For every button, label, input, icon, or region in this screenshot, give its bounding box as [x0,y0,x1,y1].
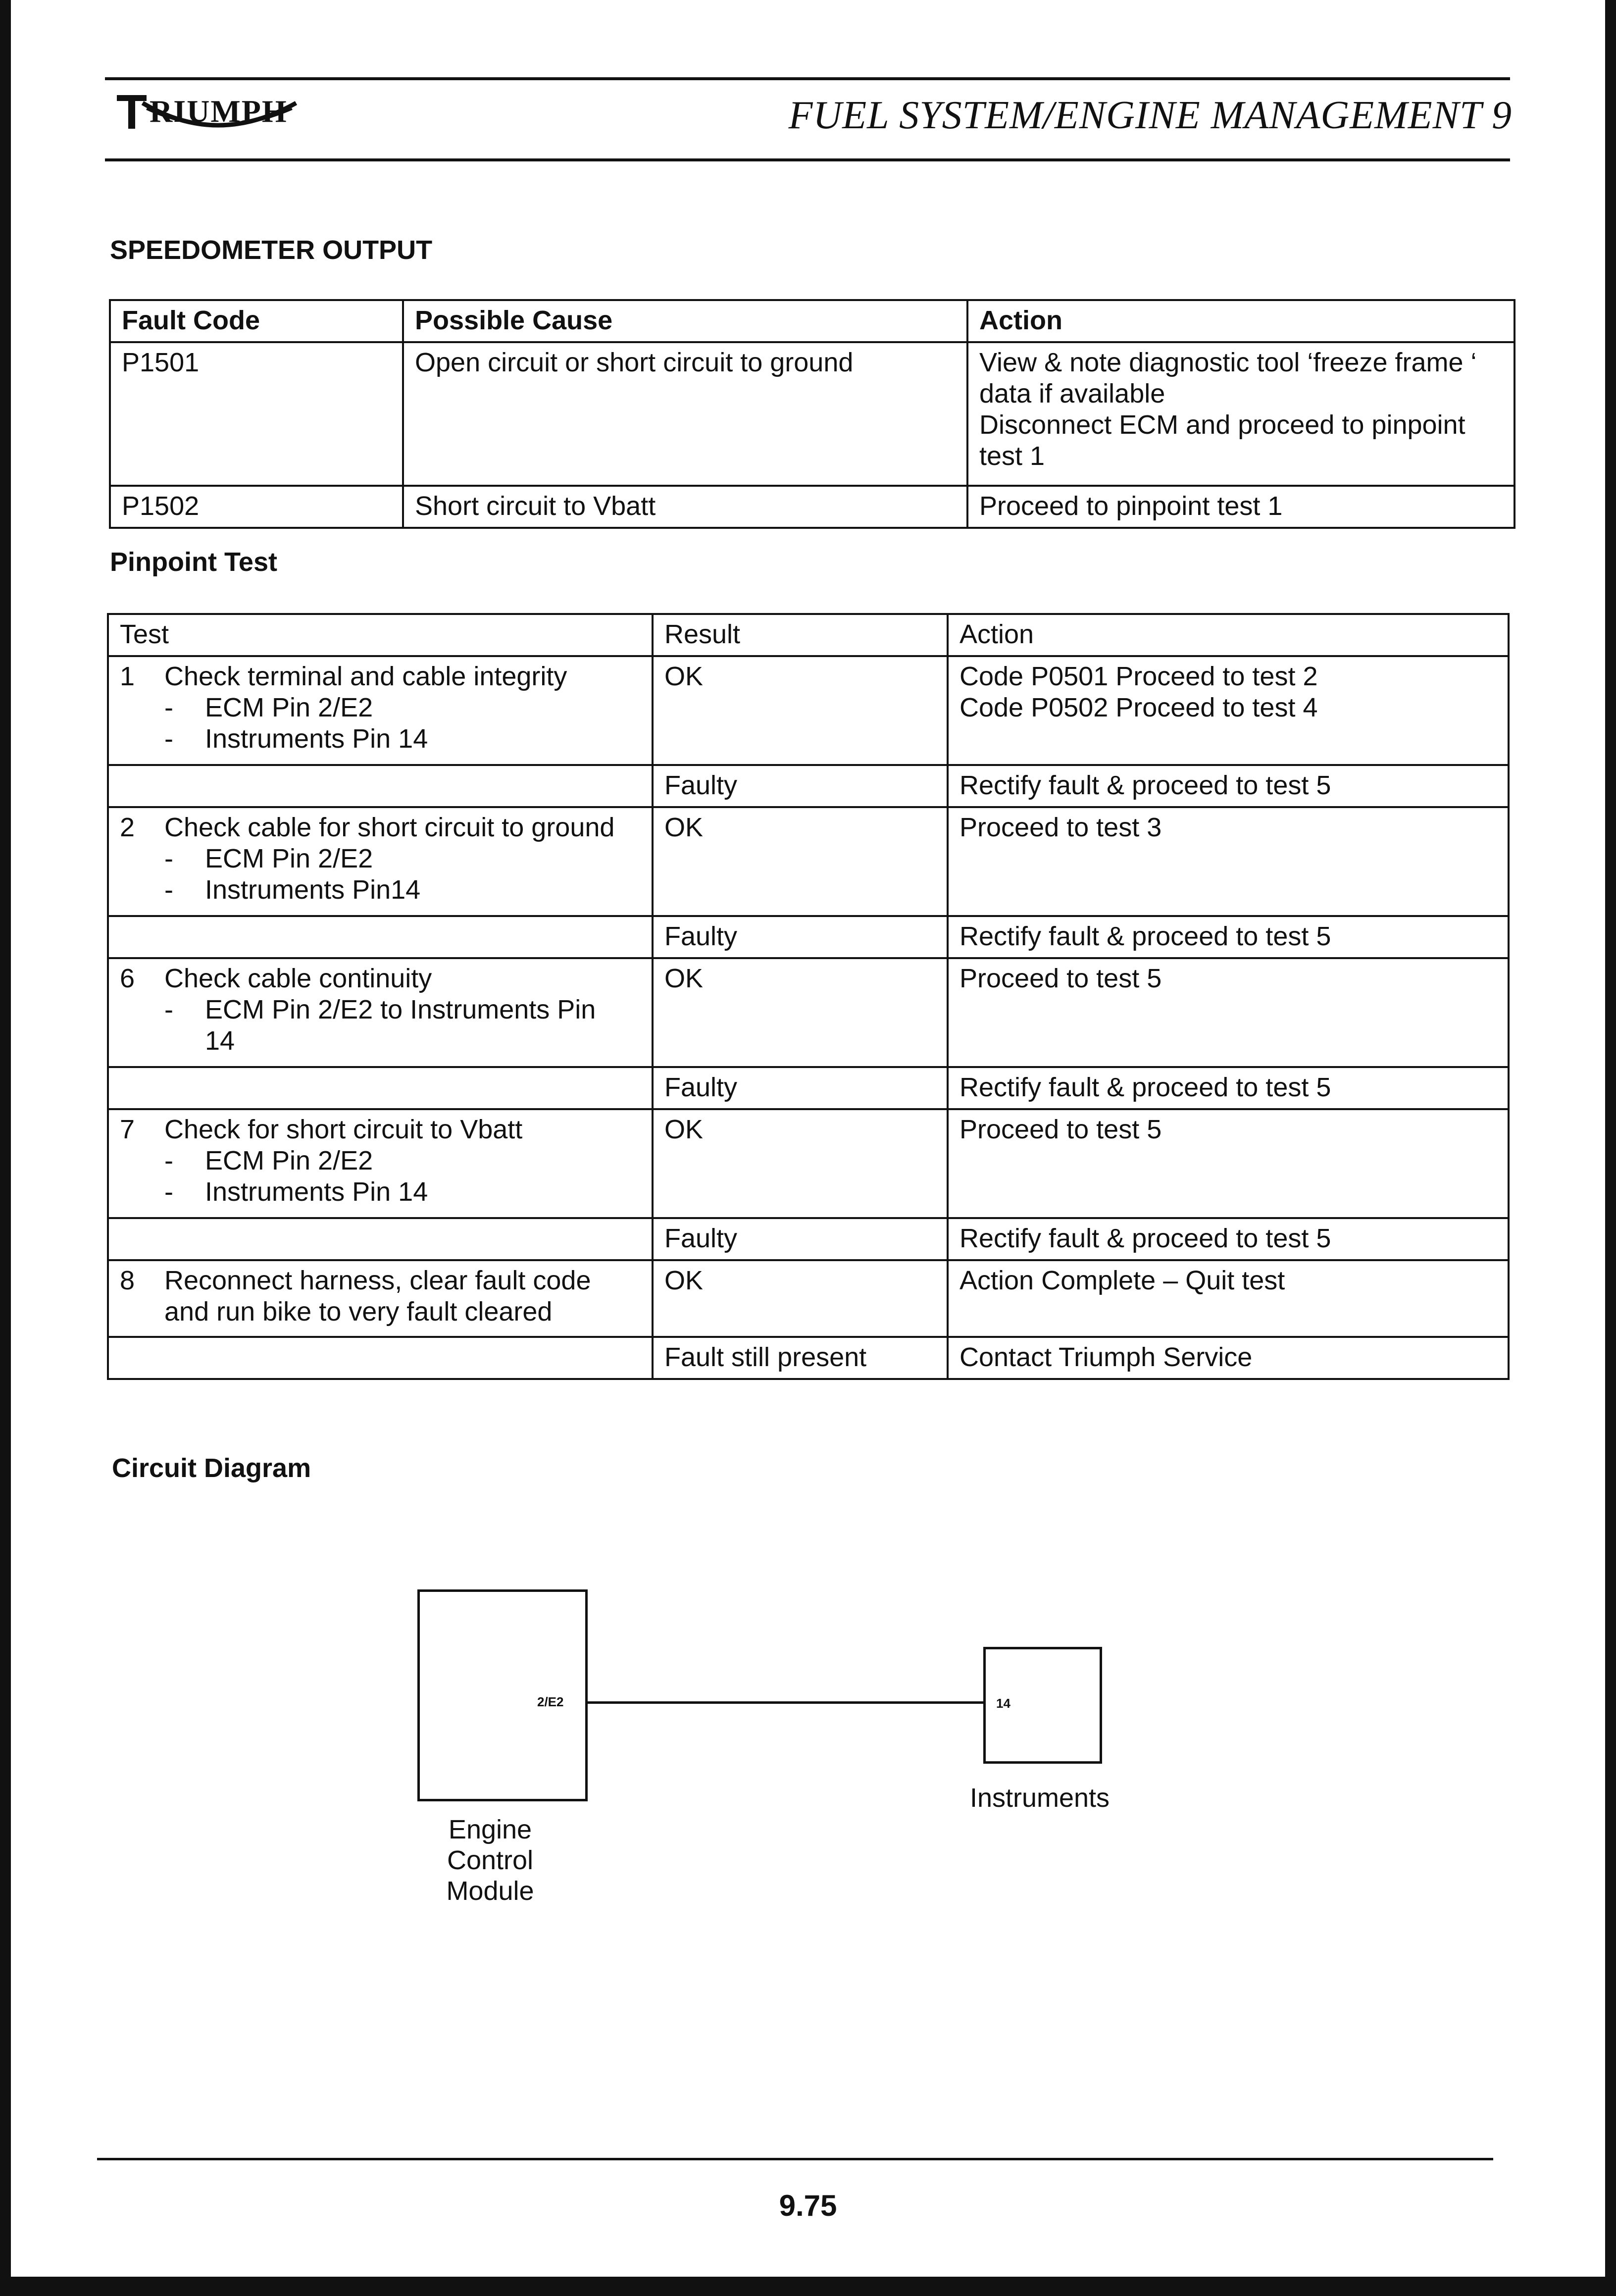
fault-code: P1502 [110,486,403,528]
circuit-diagram-heading: Circuit Diagram [112,1453,311,1483]
test-number: 8 [120,1266,135,1295]
fault-action [967,486,1515,528]
test-result-faulty: Faulty [653,916,948,958]
test-fail-spacer [108,765,653,807]
triumph-logo-mark [108,83,326,143]
ecm-label-line: Engine [448,1815,532,1844]
footer-rule [97,2158,1493,2160]
column-header-result: Result [653,614,948,656]
test-action-faulty: Rectify fault & proceed to test 5 [948,916,1509,958]
fault-row [110,486,1515,528]
test-check-item: ECM Pin 2/E2 [205,693,373,722]
test-check-item: ECM Pin 2/E2 to Instruments Pin 14 [205,995,596,1056]
test-check-item: Instruments Pin14 [205,875,421,905]
test-description [108,1260,653,1337]
test-action-faulty: Rectify fault & proceed to test 5 [948,765,1509,807]
test-result-faulty: Fault still present [653,1337,948,1379]
test-fail-spacer [108,1067,653,1109]
ecm-label-line: Control [447,1845,534,1875]
fault-cause: Open circuit or short circuit to ground [403,342,967,486]
fault-action [967,342,1515,486]
instruments-label: Instruments [969,1783,1110,1813]
test-result-faulty: Faulty [653,1067,948,1109]
test-action-faulty: Rectify fault & proceed to test 5 [948,1067,1509,1109]
instruments-pin-label: 14 [996,1696,1010,1711]
page-border-right [1605,0,1616,2296]
test-result-faulty: Faulty [653,1218,948,1260]
test-check-item: Instruments Pin 14 [205,1177,428,1207]
fault-table-header-row [110,300,1515,342]
fault-action-line: Disconnect ECM and proceed to pinpoint [979,410,1465,440]
test-number: 7 [120,1115,135,1144]
test-check-item: ECM Pin 2/E2 [205,844,373,873]
pinpoint-test-table [107,613,1510,1380]
test-fail-row [108,1067,1509,1109]
fault-row [110,342,1515,486]
test-step-text: Check for short circuit to Vbatt [164,1115,523,1144]
test-number: 2 [120,813,135,842]
logo-wordmark: RIUMPH [150,94,288,129]
test-result-faulty: Faulty [653,765,948,807]
fault-action-line: View & note diagnostic tool ‘freeze frame ‘ [979,348,1477,377]
fault-cause: Short circuit to Vbatt [403,486,967,528]
test-step-text: Reconnect harness, clear fault code [164,1266,591,1295]
page-border-left [0,0,11,2296]
test-result-ok: OK [653,807,948,916]
test-action-faulty: Contact Triumph Service [948,1337,1509,1379]
test-action-faulty: Rectify fault & proceed to test 5 [948,1218,1509,1260]
test-action-line: Action Complete – Quit test [960,1266,1285,1295]
fault-action-line: data if available [979,379,1165,408]
test-step-text: and run bike to very fault cleared [164,1297,553,1327]
page-border-bottom [0,2277,1616,2296]
test-fail-row [108,1218,1509,1260]
test-row [108,958,1509,1067]
test-result-ok: OK [653,958,948,1067]
test-description: 1 Check terminal and cable integrity - ECM Pin 2/E2 - Instruments Pin 14 [108,656,653,765]
column-header-action: Action [948,614,1509,656]
test-action-line: Proceed to test 5 [960,964,1162,993]
column-header-action: Action [967,300,1515,342]
triumph-logo [108,83,326,143]
test-action-ok [948,958,1509,1067]
test-fail-spacer [108,916,653,958]
test-row [108,807,1509,916]
test-fail-row [108,1337,1509,1379]
column-header-fault-code: Fault Code [110,300,403,342]
test-fail-spacer [108,1218,653,1260]
ecm-pin-label: 2/E2 [537,1694,564,1709]
test-fail-spacer [108,1337,653,1379]
test-action-ok [948,1109,1509,1218]
test-description: 6 Check cable continuity - ECM Pin 2/E2 to Instruments Pin 14 [108,958,653,1067]
fault-action-line: Proceed to pinpoint test 1 [979,491,1283,521]
pinpoint-header-row [108,614,1509,656]
test-description: 7 Check for short circuit to Vbatt - ECM Pin 2/E2 - Instruments Pin 14 [108,1109,653,1218]
ecm-to-instruments-wire [588,1701,986,1704]
speedometer-heading: SPEEDOMETER OUTPUT [110,235,433,265]
test-step-text: Check cable for short circuit to ground [164,813,615,842]
test-number: 6 [120,964,135,993]
test-action-ok [948,1260,1509,1337]
header-rule-top [105,77,1510,80]
test-row [108,656,1509,765]
test-number: 1 [120,662,135,691]
test-row [108,1260,1509,1337]
test-action-ok [948,656,1509,765]
test-fail-row [108,765,1509,807]
test-result-ok: OK [653,656,948,765]
fault-code-table [109,299,1515,529]
test-action-ok [948,807,1509,916]
test-action-line: Code P0502 Proceed to test 4 [960,693,1318,722]
fault-action-line: test 1 [979,441,1045,471]
column-header-possible-cause: Possible Cause [403,300,967,342]
test-check-item: Instruments Pin 14 [205,724,428,754]
test-result-ok: OK [653,1260,948,1337]
page-number: 9.75 [779,2189,837,2222]
ecm-label-line: Module [446,1876,534,1906]
test-step-text: Check cable continuity [164,964,432,993]
test-action-line: Proceed to test 3 [960,813,1162,842]
test-result-ok: OK [653,1109,948,1218]
test-check-item: ECM Pin 2/E2 [205,1146,373,1175]
test-action-line: Code P0501 Proceed to test 2 [960,662,1318,691]
ecm-label [431,1814,550,1906]
fault-code: P1501 [110,342,403,486]
pinpoint-heading: Pinpoint Test [110,547,277,577]
test-description: 2 Check cable for short circuit to ground - ECM Pin 2/E2 - Instruments Pin14 [108,807,653,916]
chapter-title: FUEL SYSTEM/ENGINE MANAGEMENT 9 [788,94,1512,137]
test-fail-row [108,916,1509,958]
test-action-line: Proceed to test 5 [960,1115,1162,1144]
column-header-test: Test [108,614,653,656]
test-step-text: Check terminal and cable integrity [164,662,567,691]
test-row [108,1109,1509,1218]
header-rule-bottom [105,158,1510,161]
